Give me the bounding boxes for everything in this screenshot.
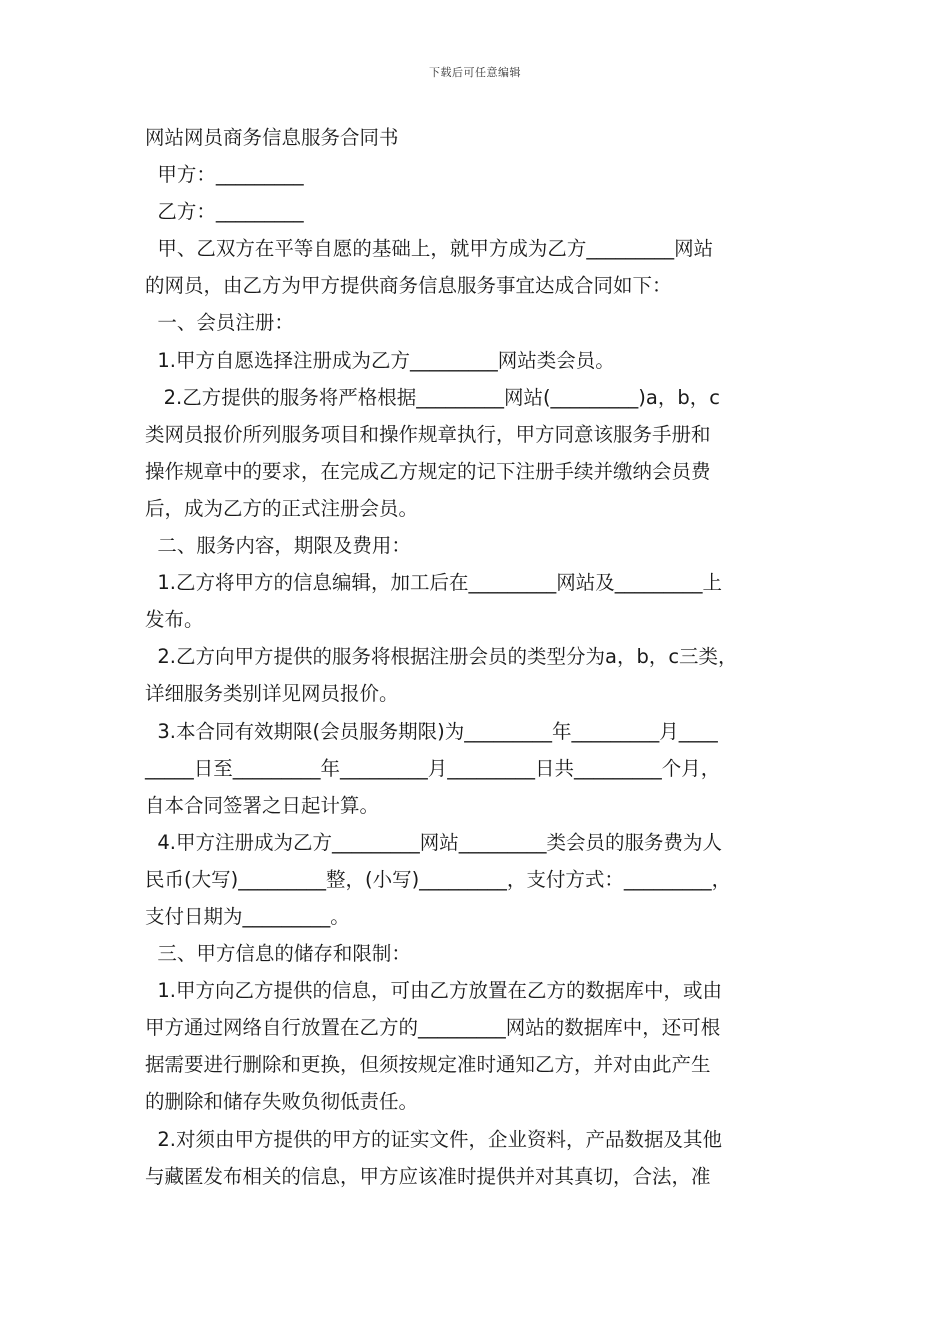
contract-line: 2.乙方向甲方提供的服务将根据注册会员的类型分为a，b，c三类， <box>145 645 738 669</box>
contract-line: 操作规章中的要求，在完成乙方规定的记下注册手续并缴纳会员费 <box>145 459 711 483</box>
contract-line: 的网员，由乙方为甲方提供商务信息服务事宜达成合同如下： <box>145 274 672 298</box>
contract-line: 详细服务类别详见网员报价。 <box>145 682 399 706</box>
contract-line: 发布。 <box>145 608 204 632</box>
contract-line: 甲、乙双方在平等自愿的基础上，就甲方成为乙方_________网站 <box>145 237 714 261</box>
contract-line: 自本合同签署之日起计算。 <box>145 793 380 817</box>
document-title: 网站网员商务信息服务合同书 <box>145 126 399 149</box>
contract-line: 4.甲方注册成为乙方_________网站_________类会员的服务费为人 <box>145 830 723 854</box>
contract-line: 支付日期为_________。 <box>145 904 350 928</box>
contract-line: 1.乙方将甲方的信息编辑，加工后在_________网站及_________上 <box>145 571 723 595</box>
contract-line: 3.本合同有效期限(会员服务期限)为_________年_________月____ <box>145 719 718 743</box>
contract-line: 民币(大写)_________整，(小写)_________，支付方式：_________， <box>145 867 732 891</box>
contract-line: 据需要进行删除和更换，但须按规定准时通知乙方，并对由此产生 <box>145 1053 711 1077</box>
contract-line: 后，成为乙方的正式注册会员。 <box>145 496 419 520</box>
contract-line: 2.乙方提供的服务将严格根据_________网站(_________)a，b，c <box>145 385 720 409</box>
contract-line: 甲方：_________ <box>145 163 304 187</box>
section-heading: 三、甲方信息的储存和限制： <box>145 942 411 966</box>
contract-line: 乙方：_________ <box>145 200 304 224</box>
section-heading: 一、会员注册： <box>145 311 294 335</box>
contract-line: 与藏匿发布相关的信息，甲方应该准时提供并对其真切，合法，准 <box>145 1164 711 1188</box>
contract-line: 的删除和储存失败负彻低责任。 <box>145 1090 419 1114</box>
contract-line: 1.甲方向乙方提供的信息，可由乙方放置在乙方的数据库中，或由 <box>145 979 723 1003</box>
contract-body <box>145 119 815 1195</box>
section-heading: 二、服务内容，期限及费用： <box>145 534 411 558</box>
contract-line: _____日至_________年_________月_________日共_________个月， <box>145 756 721 780</box>
contract-line: 2.对须由甲方提供的甲方的证实文件，企业资料，产品数据及其他 <box>145 1127 723 1151</box>
header-note: 下载后可任意编辑 <box>429 66 521 79</box>
contract-line: 1.甲方自愿选择注册成为乙方_________网站类会员。 <box>145 348 615 372</box>
contract-line: 甲方通过网络自行放置在乙方的_________网站的数据库中，还可根 <box>145 1016 721 1040</box>
contract-line: 类网员报价所列服务项目和操作规章执行，甲方同意该服务手册和 <box>145 422 711 446</box>
